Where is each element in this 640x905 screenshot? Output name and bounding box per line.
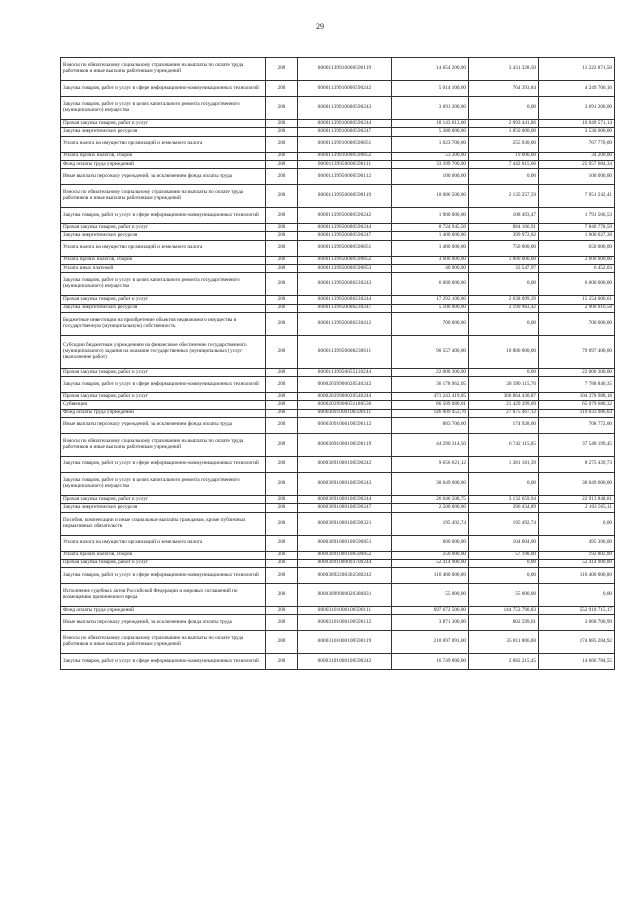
row-kbk: 00003091000100590119	[298, 433, 392, 456]
row-code: 200	[266, 273, 298, 296]
table-row	[61, 559, 615, 567]
row-name: Уплата прочих налогов, сборов	[61, 152, 266, 160]
table-row	[61, 256, 615, 264]
table-row	[61, 607, 615, 615]
row-kbk: 00001139950000590851	[298, 240, 392, 256]
row-executed: 1 381 181,39	[469, 456, 539, 472]
row-executed: 884 166,91	[469, 224, 539, 232]
row-code: 200	[266, 433, 298, 456]
row-name: Закупка товаров, работ и услуг в сфере информационно-коммуникационных технологий	[61, 377, 266, 393]
row-remaining: 767 770,00	[539, 136, 615, 152]
row-kbk: 00003091000100590851	[298, 535, 392, 551]
row-name: Иные выплаты персоналу учреждений, за исключением фонда оплаты труда	[61, 169, 266, 185]
table-row	[61, 152, 615, 160]
row-executed: 19 000,00	[469, 152, 539, 160]
table-row	[61, 368, 615, 376]
row-approved: 30 049 600,00	[392, 472, 469, 495]
table-row	[61, 377, 615, 393]
row-code: 200	[266, 393, 298, 401]
table-row	[61, 654, 615, 670]
table-row	[61, 472, 615, 495]
row-remaining: 8 275 439,73	[539, 456, 615, 472]
row-kbk: 00001139950000590853	[298, 264, 392, 272]
row-approved: 3 871 300,00	[392, 615, 469, 631]
row-remaining: 2 900 016,58	[539, 304, 615, 312]
row-kbk: 00003091000100590243	[298, 472, 392, 495]
row-approved: 1 023 700,00	[392, 136, 469, 152]
row-remaining: 6 452,03	[539, 264, 615, 272]
row-name: Закупка товаров, работ и услуг в целях капитального ремонта государственного (муниципального) имущества	[61, 472, 266, 495]
row-executed: 0,00	[469, 169, 539, 185]
row-executed: 0,00	[469, 472, 539, 495]
row-kbk: 00001139910000590242	[298, 81, 392, 97]
row-name: Уплата налога на имущество организаций и земельного налога	[61, 136, 266, 152]
row-approved: 471 243 419,05	[392, 393, 469, 401]
row-name: Закупка товаров, работ и услуг в сфере информационно-коммуникационных технологий	[61, 568, 266, 584]
row-name: Закупка товаров, работ и услуг в сфере информационно-коммуникационных технологий	[61, 654, 266, 670]
row-executed: 399 972,62	[469, 232, 539, 240]
row-name: Взносы по обязательному социальному страхованию на выплаты по оплате труда работников и иные выплаты работникам учреждений	[61, 185, 266, 208]
table-row	[61, 120, 615, 128]
row-approved: 600 000,00	[392, 535, 469, 551]
row-remaining: 25 957 684,34	[539, 160, 615, 168]
row-name: Иные выплаты персоналу учреждений, за исключением фонда оплаты труда	[61, 417, 266, 433]
row-code: 200	[266, 568, 298, 584]
row-executed: 255 930,00	[469, 136, 539, 152]
table-row	[61, 240, 615, 256]
row-approved: 10 086 500,00	[392, 185, 469, 208]
row-approved: 700 000,00	[392, 312, 469, 335]
row-kbk: 00001139910000590851	[298, 136, 392, 152]
row-code: 200	[266, 401, 298, 409]
table-row	[61, 393, 615, 401]
row-remaining: 2 103 565,11	[539, 504, 615, 512]
row-code: 200	[266, 160, 298, 168]
row-kbk: 00001139910000590244	[298, 120, 392, 128]
row-kbk: 00003091000100590244	[298, 495, 392, 503]
row-executed: 750 000,00	[469, 240, 539, 256]
row-remaining: 22 000 300,00	[539, 368, 615, 376]
table-row	[61, 169, 615, 185]
row-kbk: 00003091000100590111	[298, 409, 392, 417]
row-remaining: 4 249 706,16	[539, 81, 615, 97]
row-approved: 44 290 314,50	[392, 433, 469, 456]
row-executed: 35 811 806,08	[469, 631, 539, 654]
row-name: Прочая закупка товаров, работ и услуг	[61, 296, 266, 304]
row-approved: 210 697 091,00	[392, 631, 469, 654]
row-name: Исполнение судебных актов Российской Федерации и мировых соглашений по возмещению причиненного вреда	[61, 584, 266, 607]
row-remaining: 1 791 506,53	[539, 208, 615, 224]
row-code: 200	[266, 232, 298, 240]
row-code: 200	[266, 185, 298, 208]
row-code: 200	[266, 152, 298, 160]
row-remaining: 30 049 600,00	[539, 472, 615, 495]
row-remaining: 119 033 986,64	[539, 409, 615, 417]
row-executed: 802 599,01	[469, 615, 539, 631]
row-code: 200	[266, 607, 298, 615]
table-row	[61, 535, 615, 551]
row-executed: 2 135 257,59	[469, 185, 539, 208]
row-executed: 104 604,00	[469, 535, 539, 551]
row-executed: 2 038 099,39	[469, 296, 539, 304]
table-row	[61, 456, 615, 472]
table-row	[61, 81, 615, 97]
row-executed: 764 393,84	[469, 81, 539, 97]
row-name: Взносы по обязательному социальному страхованию на выплаты по оплате труда работников и иные выплаты работникам учреждений	[61, 631, 266, 654]
row-approved: 86 509 080,01	[392, 401, 469, 409]
row-remaining: 34 200,00	[539, 152, 615, 160]
row-name: Уплата налога на имущество организаций и земельного налога	[61, 535, 266, 551]
row-kbk: 00001139910000590852	[298, 152, 392, 160]
row-name: Субвенции	[61, 401, 266, 409]
row-remaining: 2 600 000,00	[539, 256, 615, 264]
row-approved: 55 000,00	[392, 584, 469, 607]
row-approved: 883 700,00	[392, 417, 469, 433]
row-kbk: 00001139950000590852	[298, 256, 392, 264]
row-name: Бюджетные инвестиции на приобретение объектов недвижимого имущества в государственную (муниципальную) собственность	[61, 312, 266, 335]
row-executed: 2 093 441,86	[469, 120, 539, 128]
row-name: Закупка энергетических ресурсов	[61, 504, 266, 512]
row-code: 200	[266, 81, 298, 97]
row-code: 200	[266, 240, 298, 256]
row-remaining: 22 913 848,81	[539, 495, 615, 503]
row-approved: 1 400 000,00	[392, 240, 469, 256]
row-approved: 53 200,00	[392, 152, 469, 160]
row-remaining: 7 951 242,41	[539, 185, 615, 208]
table-row	[61, 401, 615, 409]
row-approved: 22 000 300,00	[392, 368, 469, 376]
row-name: Фонд оплаты труда учреждений	[61, 160, 266, 168]
table-row	[61, 335, 615, 368]
row-code: 200	[266, 584, 298, 607]
row-remaining: 700 000,00	[539, 312, 615, 335]
row-executed: 0,00	[469, 97, 539, 120]
budget-table	[60, 57, 615, 670]
row-kbk: 00003091000100590852	[298, 551, 392, 559]
row-remaining: 0,00	[539, 584, 615, 607]
row-executed: 27 875 467,12	[469, 409, 539, 417]
row-code: 200	[266, 535, 298, 551]
row-approved: 3 691 200,00	[392, 97, 469, 120]
row-remaining: 14 666 784,55	[539, 654, 615, 670]
row-kbk: 00003101000100590242	[298, 654, 392, 670]
row-remaining: 3 530 000,00	[539, 128, 615, 136]
row-kbk: 00003091000100590247	[298, 504, 392, 512]
row-name: Прочая закупка товаров, работ и услуг	[61, 559, 266, 567]
table-row	[61, 185, 615, 208]
row-code: 200	[266, 654, 298, 670]
row-name: Закупка товаров, работ и услуг в целях капитального ремонта государственного (муниципального) имущества	[61, 97, 266, 120]
row-kbk: 00003092200302580242	[298, 568, 392, 584]
row-approved: 33 399 700,00	[392, 160, 469, 168]
row-remaining: 3 691 200,00	[539, 97, 615, 120]
row-approved: 26 046 508,75	[392, 495, 469, 503]
row-remaining: 37 548 199,45	[539, 433, 615, 456]
table-row	[61, 97, 615, 120]
row-remaining: 100 000,00	[539, 169, 615, 185]
row-executed: 33 547,97	[469, 264, 539, 272]
row-kbk: 00002039900020540244	[298, 393, 392, 401]
row-executed: 366 864 430,87	[469, 393, 539, 401]
row-remaining: 0,00	[539, 512, 615, 535]
row-approved: 6 000 000,00	[392, 273, 469, 296]
row-code: 200	[266, 296, 298, 304]
row-kbk: 00002039900020540242	[298, 377, 392, 393]
row-approved: 195 492,74	[392, 512, 469, 535]
row-executed: 3 132 659,94	[469, 495, 539, 503]
table-row	[61, 264, 615, 272]
row-name: Прочая закупка товаров, работ и услуг	[61, 224, 266, 232]
row-remaining: 7 788 846,35	[539, 377, 615, 393]
row-approved: 116 400 000,00	[392, 568, 469, 584]
row-approved: 5 100 000,00	[392, 304, 469, 312]
table-row	[61, 631, 615, 654]
row-code: 200	[266, 312, 298, 335]
row-executed: 21 429 399,69	[469, 401, 539, 409]
row-remaining: 16 049 571,14	[539, 120, 615, 128]
row-kbk: 00003101000100590119	[298, 631, 392, 654]
row-approved: 90 557 400,00	[392, 335, 469, 368]
row-code: 200	[266, 264, 298, 272]
row-remaining: 65 079 680,32	[539, 401, 615, 409]
table-row	[61, 504, 615, 512]
row-code: 200	[266, 409, 298, 417]
row-kbk: 00001139910000590119	[298, 58, 392, 81]
row-kbk: 00001139950008230412	[298, 312, 392, 335]
table-row	[61, 273, 615, 296]
row-name: Закупка энергетических ресурсов	[61, 304, 266, 312]
table-row	[61, 584, 615, 607]
row-kbk: 00003091000093700244	[298, 559, 392, 567]
row-approved: 16 749 000,00	[392, 654, 469, 670]
row-code: 200	[266, 512, 298, 535]
row-executed: 174 928,00	[469, 417, 539, 433]
row-code: 200	[266, 335, 298, 368]
table-row	[61, 615, 615, 631]
row-kbk: 00001139950008230611	[298, 335, 392, 368]
table-row	[61, 417, 615, 433]
row-remaining: 116 400 000,00	[539, 568, 615, 584]
row-code: 200	[266, 631, 298, 654]
table-row	[61, 208, 615, 224]
row-code: 200	[266, 615, 298, 631]
row-kbk: 00003101000100590111	[298, 607, 392, 615]
row-kbk: 00001139950000590111	[298, 160, 392, 168]
table-row	[61, 58, 615, 81]
row-executed: 0,00	[469, 273, 539, 296]
row-name: Прочая закупка товаров, работ и услуг	[61, 368, 266, 376]
table-row	[61, 128, 615, 136]
row-code: 200	[266, 551, 298, 559]
row-approved: 5 014 100,00	[392, 81, 469, 97]
row-kbk: 00001139910000590247	[298, 128, 392, 136]
table-row	[61, 568, 615, 584]
row-executed: 0,00	[469, 559, 539, 567]
row-code: 200	[266, 224, 298, 232]
row-code: 200	[266, 377, 298, 393]
row-executed: 2 082 215,45	[469, 654, 539, 670]
table-row	[61, 136, 615, 152]
row-name: Субсидии бюджетным учреждениям на финансовое обеспечение государственного (муниципального) задания на оказание государственных (муниципальных) услуг (выполнение работ)	[61, 335, 266, 368]
row-code: 200	[266, 417, 298, 433]
row-code: 200	[266, 472, 298, 495]
row-executed: 55 000,00	[469, 584, 539, 607]
table-row	[61, 304, 615, 312]
row-code: 200	[266, 504, 298, 512]
row-name: Взносы по обязательному социальному страхованию на выплаты по оплате труда работников и иные выплаты работникам учреждений	[61, 58, 266, 81]
row-kbk: 00002039900051180530	[298, 401, 392, 409]
row-executed: 2 199 983,42	[469, 304, 539, 312]
row-kbk: 00003101000100590112	[298, 615, 392, 631]
row-name: Закупка товаров, работ и услуг в целях капитального ремонта государственного (муниципального) имущества	[61, 273, 266, 296]
row-name: Иные выплаты персоналу учреждений, за исключением фонда оплаты труда	[61, 615, 266, 631]
row-code: 200	[266, 169, 298, 185]
row-kbk: 00001139950008230244	[298, 296, 392, 304]
row-executed: 1 000 000,00	[469, 256, 539, 264]
row-name: Пособия, компенсации и иные социальные выплаты гражданам, кроме публичных нормативных обязательств	[61, 512, 266, 535]
row-name: Уплата иных платежей	[61, 264, 266, 272]
row-executed: 6 742 115,05	[469, 433, 539, 456]
row-code: 200	[266, 120, 298, 128]
row-kbk: 00003091000100590321	[298, 512, 392, 535]
row-executed: 10 880 000,00	[469, 335, 539, 368]
row-code: 200	[266, 256, 298, 264]
row-kbk: 00001139950000590247	[298, 232, 392, 240]
row-remaining: 1 000 027,38	[539, 232, 615, 240]
row-name: Фонд оплаты труда учреждений	[61, 607, 266, 615]
row-remaining: 708 772,00	[539, 417, 615, 433]
row-approved: 14 654 200,00	[392, 58, 469, 81]
row-executed: 396 434,89	[469, 504, 539, 512]
row-approved: 40 000,00	[392, 264, 469, 272]
row-remaining: 104 378 988,18	[539, 393, 615, 401]
row-name: Закупка товаров, работ и услуг в сфере информационно-коммуникационных технологий	[61, 81, 266, 97]
row-kbk: 00001139950000590112	[298, 169, 392, 185]
row-name: Прочая закупка товаров, работ и услуг	[61, 495, 266, 503]
row-remaining: 52 414 900,00	[539, 559, 615, 567]
row-executed: 3 431 328,50	[469, 58, 539, 81]
row-remaining: 6 000 000,00	[539, 273, 615, 296]
row-remaining: 7 840 778,59	[539, 224, 615, 232]
table-row	[61, 409, 615, 417]
row-kbk: 00001139950055110244	[298, 368, 392, 376]
row-kbk: 00001139950008230247	[298, 304, 392, 312]
table-row	[61, 160, 615, 168]
row-code: 200	[266, 128, 298, 136]
row-name: Закупка энергетических ресурсов	[61, 232, 266, 240]
row-remaining: 174 885 284,92	[539, 631, 615, 654]
row-name: Прочая закупка товаров, работ и услуг	[61, 393, 266, 401]
row-code: 200	[266, 368, 298, 376]
page-number: 29	[316, 22, 324, 31]
row-approved: 17 292 100,00	[392, 296, 469, 304]
row-kbk: 00001139950000590244	[298, 224, 392, 232]
row-executed: 0,00	[469, 312, 539, 335]
row-code: 200	[266, 304, 298, 312]
row-remaining: 192 802,00	[539, 551, 615, 559]
row-executed: 0,00	[469, 368, 539, 376]
row-name: Взносы по обязательному социальному страхованию на выплаты по оплате труда работников и иные выплаты работникам учреждений	[61, 433, 266, 456]
row-name: Уплата прочих налогов, сборов	[61, 256, 266, 264]
row-executed: 1 850 000,00	[469, 128, 539, 136]
row-approved: 250 000,00	[392, 551, 469, 559]
table-row	[61, 433, 615, 456]
row-executed: 108 493,47	[469, 208, 539, 224]
row-code: 200	[266, 97, 298, 120]
row-executed: 195 492,74	[469, 512, 539, 535]
row-code: 200	[266, 58, 298, 81]
row-executed: 28 390 115,70	[469, 377, 539, 393]
row-executed: 57 198,00	[469, 551, 539, 559]
row-approved: 2 500 000,00	[392, 504, 469, 512]
row-approved: 9 656 621,12	[392, 456, 469, 472]
row-kbk: 00003099900020380831	[298, 584, 392, 607]
row-kbk: 00003091000100590242	[298, 456, 392, 472]
row-code: 200	[266, 495, 298, 503]
row-name: Прочая закупка товаров, работ и услуг	[61, 120, 266, 128]
row-kbk: 00001139910000590243	[298, 97, 392, 120]
row-name: Закупка товаров, работ и услуг в сфере информационно-коммуникационных технологий	[61, 208, 266, 224]
table-row	[61, 512, 615, 535]
table-row	[61, 551, 615, 559]
table-row	[61, 296, 615, 304]
table-row	[61, 224, 615, 232]
row-remaining: 15 254 000,61	[539, 296, 615, 304]
row-name: Уплата налога на имущество организаций и земельного налога	[61, 240, 266, 256]
row-kbk: 00003091000100590112	[298, 417, 392, 433]
row-approved: 1 900 000,00	[392, 208, 469, 224]
row-remaining: 552 918 715,17	[539, 607, 615, 615]
row-code: 200	[266, 136, 298, 152]
row-name: Закупка энергетических ресурсов	[61, 128, 266, 136]
row-kbk: 00001139950000590242	[298, 208, 392, 224]
row-approved: 5 380 000,00	[392, 128, 469, 136]
row-approved: 100 000,00	[392, 169, 469, 185]
row-remaining: 3 068 700,99	[539, 615, 615, 631]
row-approved: 8 724 945,50	[392, 224, 469, 232]
table-row	[61, 232, 615, 240]
row-code: 200	[266, 208, 298, 224]
row-code: 200	[266, 456, 298, 472]
table-row	[61, 495, 615, 503]
row-approved: 146 909 453,76	[392, 409, 469, 417]
row-approved: 1 400 000,00	[392, 232, 469, 240]
budget-table-body	[61, 58, 615, 670]
row-executed: 0,00	[469, 568, 539, 584]
table-row	[61, 312, 615, 335]
row-approved: 697 672 506,00	[392, 607, 469, 615]
row-kbk: 00001139950008230243	[298, 273, 392, 296]
row-remaining: 650 000,00	[539, 240, 615, 256]
row-executed: 7 442 015,66	[469, 160, 539, 168]
row-remaining: 495 396,00	[539, 535, 615, 551]
row-remaining: 79 697 400,00	[539, 335, 615, 368]
row-executed: 144 753 790,83	[469, 607, 539, 615]
row-approved: 36 178 962,05	[392, 377, 469, 393]
row-approved: 52 414 900,00	[392, 559, 469, 567]
row-kbk: 00001139950000590119	[298, 185, 392, 208]
row-name: Фонд оплаты труда учреждений	[61, 409, 266, 417]
row-approved: 18 143 013,00	[392, 120, 469, 128]
row-name: Уплата прочих налогов, сборов	[61, 551, 266, 559]
row-name: Закупка товаров, работ и услуг в сфере информационно-коммуникационных технологий	[61, 456, 266, 472]
row-approved: 3 600 000,00	[392, 256, 469, 264]
row-code: 200	[266, 559, 298, 567]
row-remaining: 11 222 871,50	[539, 58, 615, 81]
